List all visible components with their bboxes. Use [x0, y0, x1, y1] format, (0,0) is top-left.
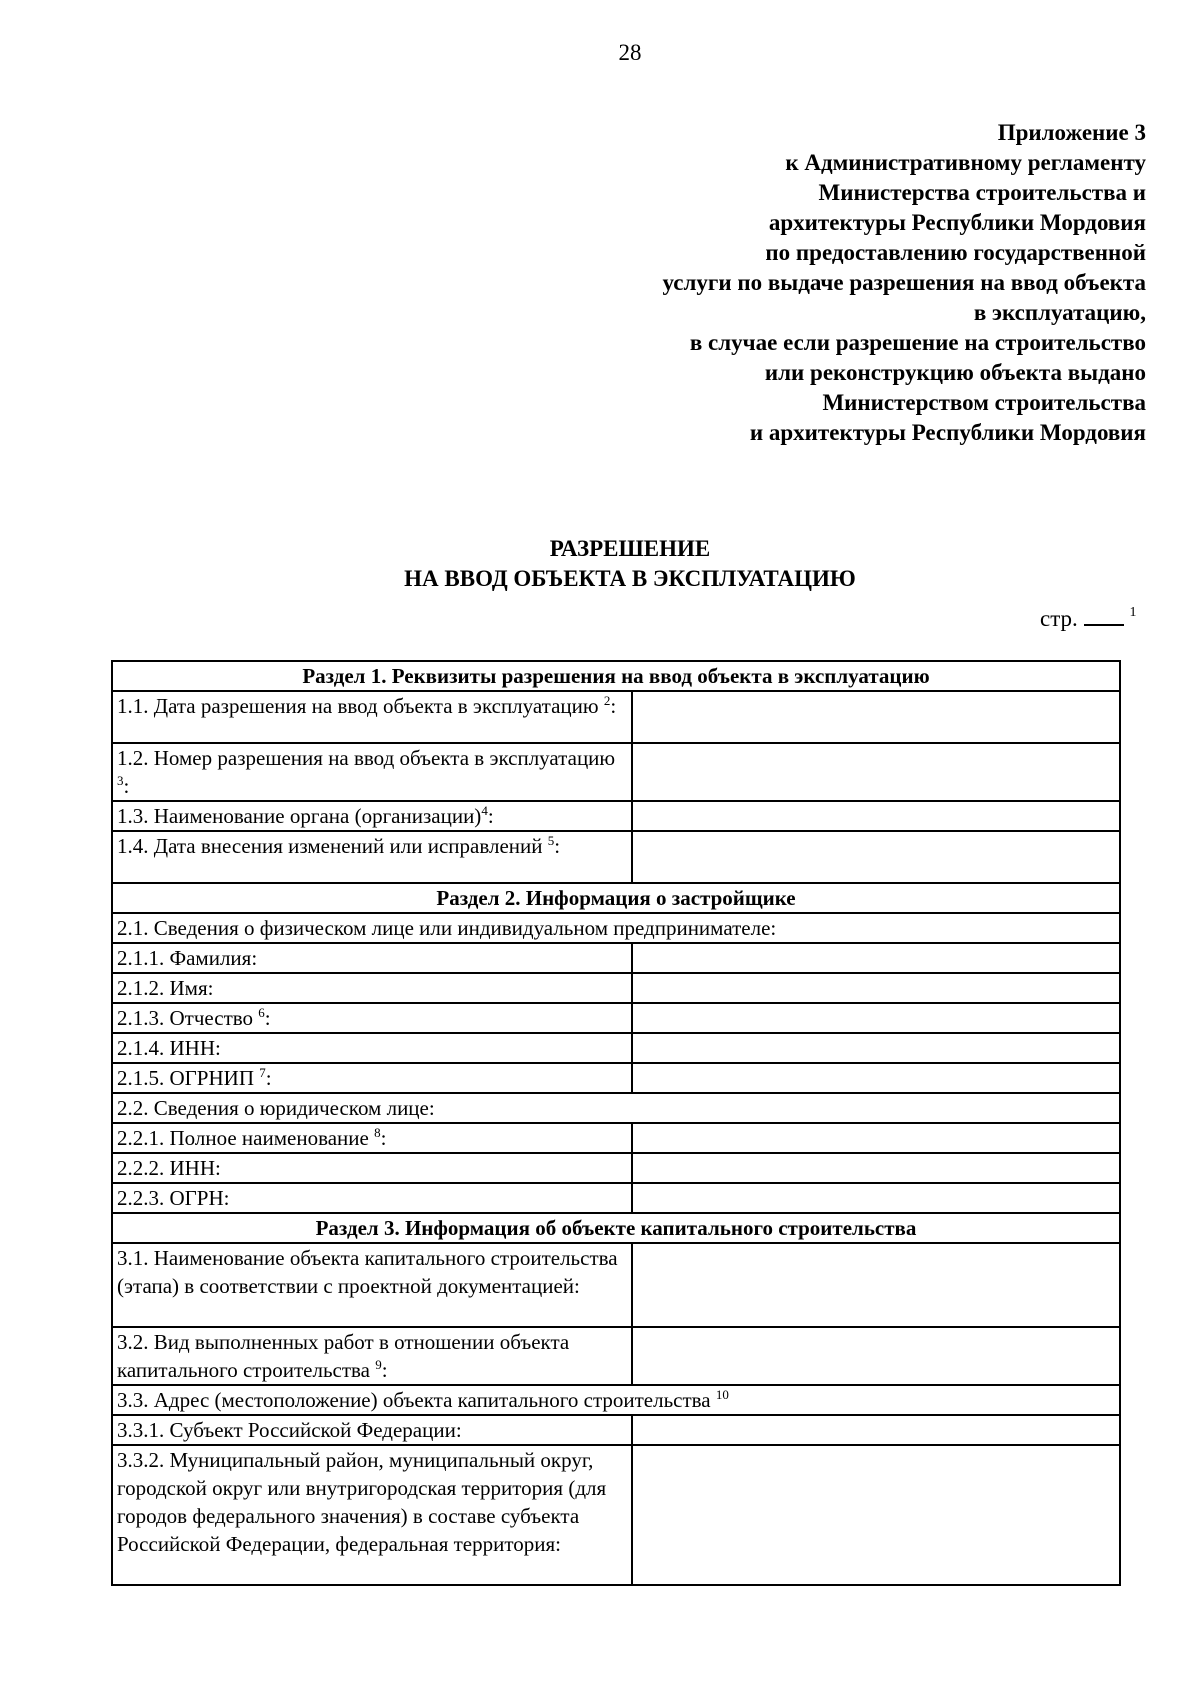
footnote-marker: 8: [374, 1125, 381, 1140]
field-label: [112, 1003, 632, 1033]
document-title-line-2: НА ВВОД ОБЪЕКТА В ЭКСПЛУАТАЦИЮ: [404, 566, 856, 591]
appendix-line: к Административному регламенту: [785, 150, 1146, 175]
field-value-cell[interactable]: [632, 1415, 1120, 1445]
appendix-header: [386, 118, 1146, 448]
form-row: [112, 1033, 1120, 1063]
form-row: [112, 913, 1120, 943]
permit-form-table: [111, 660, 1121, 1586]
appendix-line: архитектуры Республики Мордовия: [768, 210, 1146, 235]
field-label: [112, 831, 632, 883]
section-header-row: [112, 883, 1120, 913]
field-label: [112, 1063, 632, 1093]
section-title: Раздел 3. Информация об объекте капитального строительства: [112, 1213, 1120, 1243]
field-label-suffix: :: [380, 1126, 387, 1150]
appendix-line: Приложение 3: [997, 120, 1146, 145]
field-value-cell[interactable]: [632, 831, 1120, 883]
field-label-suffix: :: [123, 774, 130, 798]
field-label-text: 1.3. Наименование органа (организации): [117, 804, 482, 828]
field-value-cell[interactable]: [632, 1153, 1120, 1183]
field-label: [112, 801, 632, 831]
field-label-text: 2.1.2. Имя:: [117, 976, 214, 1000]
field-label-text: 3.3.1. Субъект Российской Федерации:: [117, 1418, 462, 1442]
field-label: [112, 1445, 632, 1585]
field-value-cell[interactable]: [632, 1445, 1120, 1585]
appendix-line: Министерства строительства и: [818, 180, 1146, 205]
form-row: [112, 1327, 1120, 1385]
field-label: [112, 1385, 1120, 1415]
field-label: [112, 1183, 632, 1213]
form-row: [112, 1063, 1120, 1093]
form-row: [112, 1243, 1120, 1327]
footnote-marker: 4: [481, 803, 488, 818]
footnote-marker: 7: [259, 1065, 266, 1080]
field-label-text: 2.1.3. Отчество: [117, 1006, 259, 1030]
field-label-text: 2.1.5. ОГРНИП: [117, 1066, 260, 1090]
footnote-marker: 5: [547, 833, 555, 848]
field-label: [112, 943, 632, 973]
appendix-line: по предоставлению государственной: [765, 240, 1146, 265]
field-label: [112, 691, 632, 743]
field-value-cell[interactable]: [632, 1243, 1120, 1327]
field-label: [112, 1327, 632, 1385]
field-value-cell[interactable]: [632, 1123, 1120, 1153]
form-row: [112, 1003, 1120, 1033]
field-label: [112, 1415, 632, 1445]
field-value-cell[interactable]: [632, 743, 1120, 801]
field-value-cell[interactable]: [632, 973, 1120, 1003]
field-label-text: 2.2.3. ОГРН:: [117, 1186, 230, 1210]
form-row: [112, 743, 1120, 801]
document-title-line-1: РАЗРЕШЕНИЕ: [549, 536, 711, 561]
appendix-line: услуги по выдаче разрешения на ввод объекта: [662, 270, 1146, 295]
field-label-text: 3.3.2. Муниципальный район, муниципальный округ, городской округ или внутригородская территория (для городов федерального значения) в составе субъекта Российской Федерации, федеральная территория:: [117, 1448, 607, 1556]
field-label-text: 1.4. Дата внесения изменений или исправлений: [117, 834, 548, 858]
field-label-text: 2.1. Сведения о физическом лице или индивидуальном предпринимателе:: [117, 916, 777, 940]
field-value-cell[interactable]: [632, 1033, 1120, 1063]
field-value-cell[interactable]: [632, 1327, 1120, 1385]
form-row: [112, 801, 1120, 831]
field-value-cell[interactable]: [632, 943, 1120, 973]
section-title: Раздел 2. Информация о застройщике: [112, 883, 1120, 913]
field-value-cell[interactable]: [632, 1063, 1120, 1093]
appendix-line: и архитектуры Республики Мордовия: [749, 420, 1146, 445]
field-label-suffix: :: [487, 804, 494, 828]
field-label: [112, 1123, 632, 1153]
page-counter: [1040, 604, 1137, 632]
page-counter-blank[interactable]: [1084, 604, 1124, 626]
footnote-marker: 10: [715, 1387, 729, 1402]
field-label-text: 2.2.2. ИНН:: [117, 1156, 221, 1180]
field-label: [112, 1093, 1120, 1123]
form-row: [112, 1445, 1120, 1585]
footnote-marker: 2: [603, 693, 611, 708]
field-label-suffix: :: [265, 1066, 272, 1090]
form-row: [112, 1093, 1120, 1123]
form-row: [112, 973, 1120, 1003]
field-label: [112, 1153, 632, 1183]
footnote-marker: 9: [375, 1357, 382, 1372]
field-label: [112, 913, 1120, 943]
appendix-line: в случае если разрешение на строительство: [689, 330, 1146, 355]
form-row: [112, 1123, 1120, 1153]
field-label-text: 2.2.1. Полное наименование: [117, 1126, 375, 1150]
form-row: [112, 831, 1120, 883]
section-title: Раздел 1. Реквизиты разрешения на ввод объекта в эксплуатацию: [112, 661, 1120, 691]
form-row: [112, 1183, 1120, 1213]
section-header-row: [112, 661, 1120, 691]
field-value-cell[interactable]: [632, 1003, 1120, 1033]
field-value-cell[interactable]: [632, 691, 1120, 743]
field-label-suffix: :: [264, 1006, 271, 1030]
field-label-text: 1.1. Дата разрешения на ввод объекта в эксплуатацию: [117, 694, 604, 718]
form-row: [112, 691, 1120, 743]
field-label-suffix: :: [610, 694, 617, 718]
appendix-line: или реконструкцию объекта выдано: [764, 360, 1146, 385]
section-header-row: [112, 1213, 1120, 1243]
field-label-suffix: :: [554, 834, 561, 858]
field-label-text: 1.2. Номер разрешения на ввод объекта в эксплуатацию: [117, 746, 616, 770]
field-label: [112, 1243, 632, 1327]
page-counter-footnote: 1: [1129, 605, 1137, 620]
field-value-cell[interactable]: [632, 801, 1120, 831]
page-number: 28: [618, 40, 642, 65]
field-label-text: 3.1. Наименование объекта капитального строительства (этапа) в соответствии с проектной документацией:: [117, 1246, 618, 1298]
form-row: [112, 1415, 1120, 1445]
document-title: [0, 534, 1200, 594]
appendix-line: в эксплуатацию,: [973, 300, 1146, 325]
form-row: [112, 1385, 1120, 1415]
form-row: [112, 943, 1120, 973]
field-label-text: 3.3. Адрес (местоположение) объекта капитального строительства: [117, 1388, 716, 1412]
field-label: [112, 1033, 632, 1063]
appendix-line: Министерством строительства: [822, 390, 1146, 415]
field-label: [112, 743, 632, 801]
field-label-text: 2.2. Сведения о юридическом лице:: [117, 1096, 435, 1120]
form-row: [112, 1153, 1120, 1183]
field-label-suffix: :: [381, 1358, 388, 1382]
field-label-text: 2.1.4. ИНН:: [117, 1036, 221, 1060]
page-counter-label: стр.: [1040, 606, 1078, 631]
field-label: [112, 973, 632, 1003]
footnote-marker: 3: [117, 773, 124, 788]
field-value-cell[interactable]: [632, 1183, 1120, 1213]
footnote-marker: 6: [258, 1005, 265, 1020]
field-label-text: 3.2. Вид выполненных работ в отношении объекта капитального строительства: [117, 1330, 570, 1382]
field-label-text: 2.1.1. Фамилия:: [117, 946, 258, 970]
